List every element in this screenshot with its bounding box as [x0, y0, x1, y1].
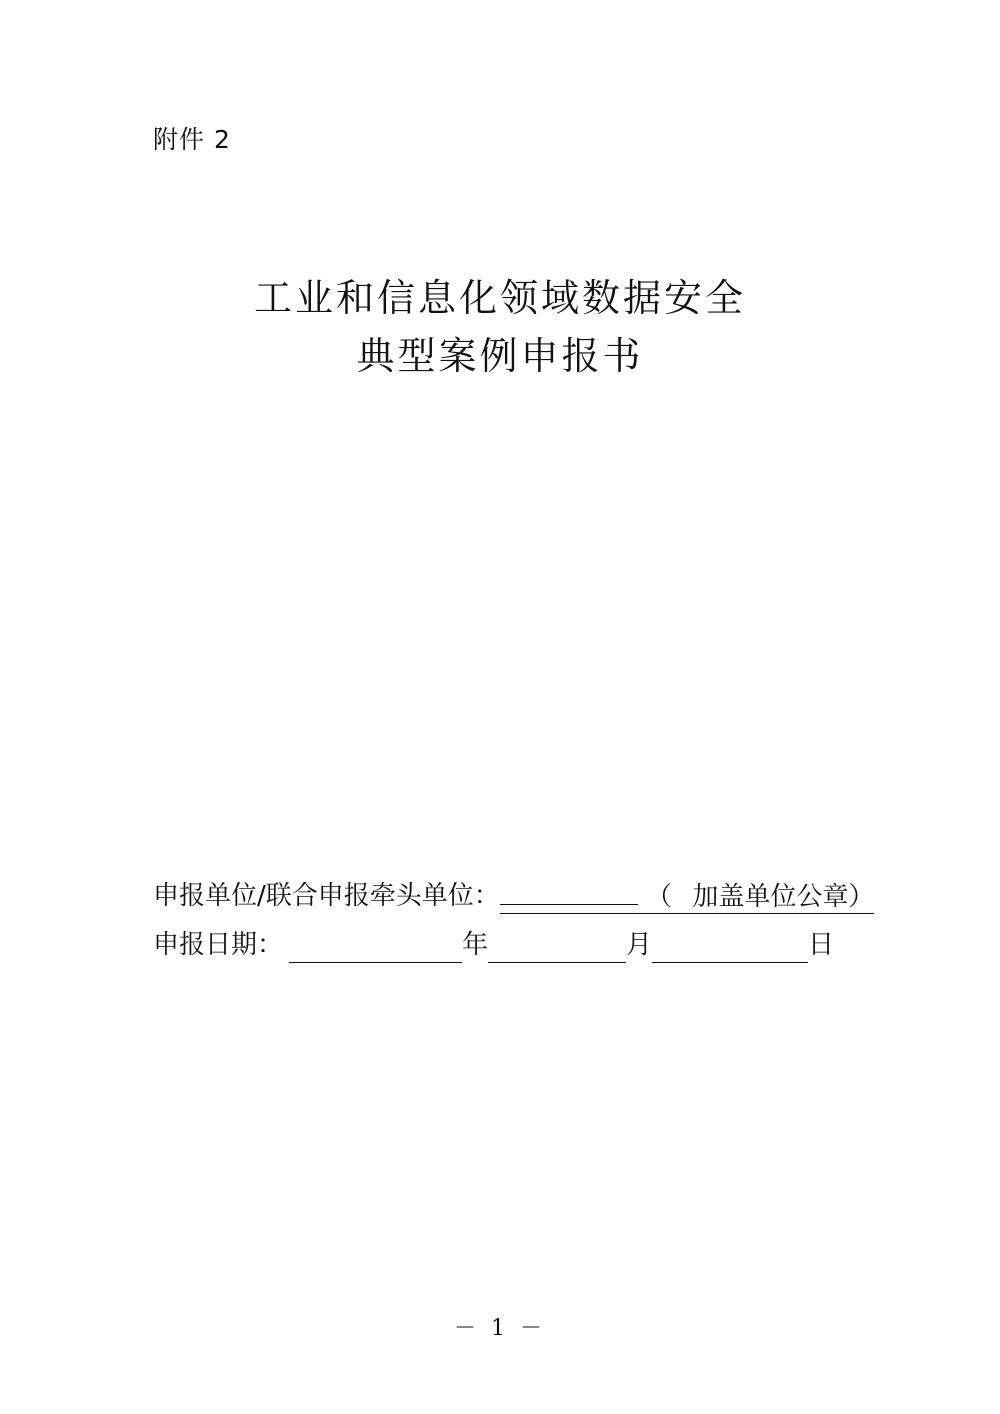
unit-row	[153, 874, 874, 914]
unit-blank	[500, 874, 638, 905]
year-label: 年	[462, 930, 489, 960]
date-row	[153, 927, 834, 963]
seal-note: 加盖单位公章）	[692, 882, 875, 912]
document-title	[0, 272, 1000, 382]
month-blank[interactable]	[488, 932, 626, 963]
page-number: － 1 －	[454, 1316, 546, 1341]
date-label: 申报日期：	[153, 930, 284, 960]
day-label: 日	[808, 930, 835, 960]
unit-fill-field[interactable]	[500, 874, 875, 914]
month-label: 月	[626, 930, 653, 960]
attachment-label: 附件 2	[153, 125, 231, 154]
unit-label: 申报单位/联合申报牵头单位：	[153, 881, 500, 911]
year-blank[interactable]	[289, 932, 462, 963]
seal-note-open: （	[646, 882, 673, 912]
title-line-1: 工业和信息化领域数据安全	[253, 276, 746, 320]
title-line-2: 典型案例申报书	[356, 334, 644, 378]
day-blank[interactable]	[652, 932, 808, 963]
